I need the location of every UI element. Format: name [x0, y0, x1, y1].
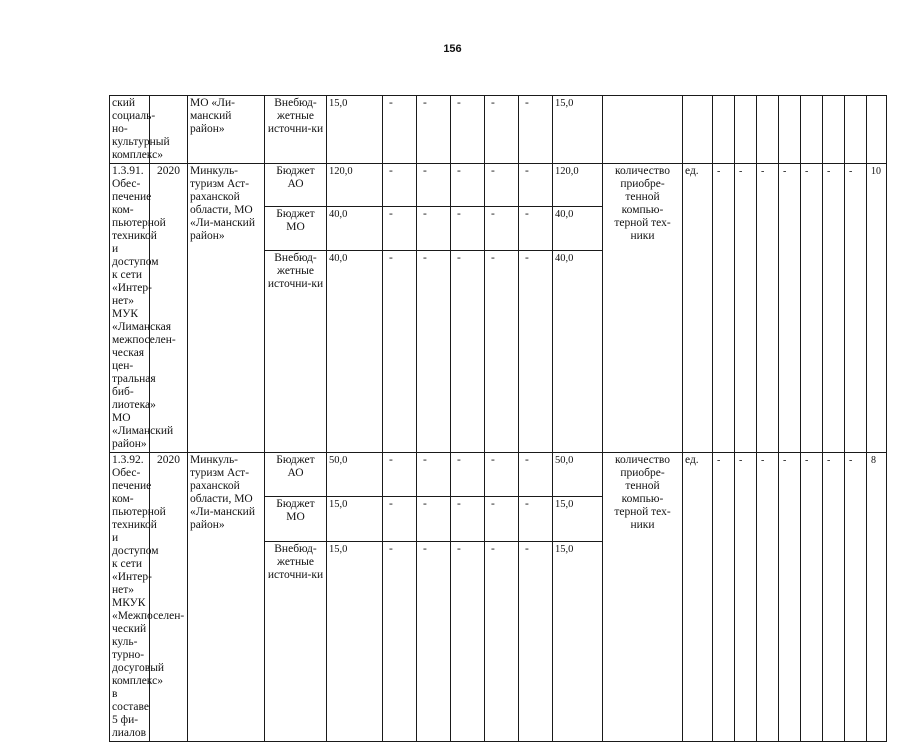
year-value-cell: - [451, 96, 485, 164]
year-value-cell: - [485, 250, 519, 452]
year-value-cell: - [451, 453, 485, 497]
year-value-cell: - [519, 96, 553, 164]
year-value-cell: - [451, 206, 485, 250]
year-total-cell: 40,0 [553, 206, 603, 250]
indicator-value-cell [735, 96, 757, 164]
indicator-value-cell [867, 96, 887, 164]
funding-total-cell: 40,0 [327, 250, 383, 452]
year-value-cell: - [383, 453, 417, 497]
year-value-cell: - [451, 542, 485, 742]
activities-table [109, 95, 887, 742]
year-value-cell: - [383, 206, 417, 250]
funding-total-cell: 40,0 [327, 206, 383, 250]
indicator-cell: количество приобре-тенной компью-терной тех-ники [603, 164, 683, 453]
funding-total-cell: 120,0 [327, 164, 383, 207]
indicator-value-cell: - [823, 453, 845, 742]
funding-source-cell: Бюджет АО [265, 164, 327, 207]
indicator-value-cell: - [713, 453, 735, 742]
year-value-cell: - [417, 542, 451, 742]
year-value-cell: - [451, 164, 485, 207]
year-value-cell: - [485, 496, 519, 541]
year-total-cell: 120,0 [553, 164, 603, 207]
indicator-cell [603, 96, 683, 164]
funding-source-cell: Внебюд-жетные источни-ки [265, 250, 327, 452]
year-value-cell: - [417, 96, 451, 164]
year-cell: 2020 [150, 453, 188, 742]
activity-name-cell: 1.3.91. Обес-печение ком-пьютерной техникой и доступом к сети «Интер-нет» МУК «Лиманская межпоселен-ческая цен-тральная биб-лиотека» МО «Лиманский район» [110, 164, 150, 453]
indicator-value-cell: - [823, 164, 845, 453]
funding-total-cell: 15,0 [327, 496, 383, 541]
year-total-cell: 50,0 [553, 453, 603, 497]
year-value-cell: - [519, 496, 553, 541]
indicator-value-cell: - [757, 164, 779, 453]
year-value-cell: - [383, 542, 417, 742]
indicator-cell: количество приобре-тенной компью-терной тех-ники [603, 453, 683, 742]
year-value-cell: - [417, 250, 451, 452]
funding-source-cell: Бюджет МО [265, 206, 327, 250]
funding-total-cell: 15,0 [327, 96, 383, 164]
year-value-cell: - [417, 496, 451, 541]
executor-cell: Минкуль-туризм Аст-раханской области, МО «Ли-манский район» [188, 164, 265, 453]
page-number: 156 [443, 43, 462, 55]
year-value-cell: - [417, 206, 451, 250]
indicator-value-cell: - [845, 453, 867, 742]
year-value-cell: - [485, 164, 519, 207]
executor-cell: МО «Ли-манский район» [188, 96, 265, 164]
year-value-cell: - [417, 453, 451, 497]
year-value-cell: - [383, 496, 417, 541]
indicator-value-cell: - [735, 164, 757, 453]
year-value-cell: - [519, 542, 553, 742]
table-row [110, 453, 887, 497]
year-value-cell: - [383, 96, 417, 164]
indicator-value-cell [845, 96, 867, 164]
funding-source-cell: Бюджет МО [265, 496, 327, 541]
year-total-cell: 15,0 [553, 496, 603, 541]
year-value-cell: - [451, 496, 485, 541]
year-value-cell: - [485, 542, 519, 742]
activity-name-cell: ский социаль-но-культурный комплекс» [110, 96, 150, 164]
year-value-cell: - [519, 250, 553, 452]
year-value-cell: - [485, 206, 519, 250]
funding-source-cell: Бюджет АО [265, 453, 327, 497]
indicator-value-cell [779, 96, 801, 164]
indicator-value-cell [801, 96, 823, 164]
funding-total-cell: 15,0 [327, 542, 383, 742]
indicator-value-cell: - [779, 164, 801, 453]
year-value-cell: - [485, 453, 519, 497]
table-row [110, 96, 887, 164]
year-value-cell: - [383, 250, 417, 452]
funding-source-cell: Внебюд-жетные источни-ки [265, 96, 327, 164]
activity-name-cell: 1.3.92. Обес-печение ком-пьютерной техникой и доступом к сети «Интер-нет» МКУК «Межпоселен-ческий куль-турно-досуговый комплекс» в составе 5 фи-лиалов [110, 453, 150, 742]
indicator-value-cell: - [801, 164, 823, 453]
year-value-cell: - [485, 96, 519, 164]
year-value-cell: - [451, 250, 485, 452]
indicator-value-cell: - [779, 453, 801, 742]
indicator-value-cell: 8 [867, 453, 887, 742]
indicator-value-cell: - [757, 453, 779, 742]
indicator-value-cell: - [713, 164, 735, 453]
indicator-value-cell [713, 96, 735, 164]
year-value-cell: - [519, 206, 553, 250]
year-total-cell: 40,0 [553, 250, 603, 452]
year-total-cell: 15,0 [553, 542, 603, 742]
unit-cell [683, 96, 713, 164]
year-value-cell: - [383, 164, 417, 207]
year-value-cell: - [417, 164, 451, 207]
unit-cell: ед. [683, 453, 713, 742]
year-value-cell: - [519, 453, 553, 497]
year-value-cell: - [519, 164, 553, 207]
funding-source-cell: Внебюд-жетные источни-ки [265, 542, 327, 742]
indicator-value-cell: - [845, 164, 867, 453]
year-cell: 2020 [150, 164, 188, 453]
indicator-value-cell: - [735, 453, 757, 742]
executor-cell: Минкуль-туризм Аст-раханской области, МО «Ли-манский район» [188, 453, 265, 742]
funding-total-cell: 50,0 [327, 453, 383, 497]
unit-cell: ед. [683, 164, 713, 453]
indicator-value-cell: 10 [867, 164, 887, 453]
table-row [110, 164, 887, 207]
indicator-value-cell: - [801, 453, 823, 742]
indicator-value-cell [823, 96, 845, 164]
year-total-cell: 15,0 [553, 96, 603, 164]
indicator-value-cell [757, 96, 779, 164]
